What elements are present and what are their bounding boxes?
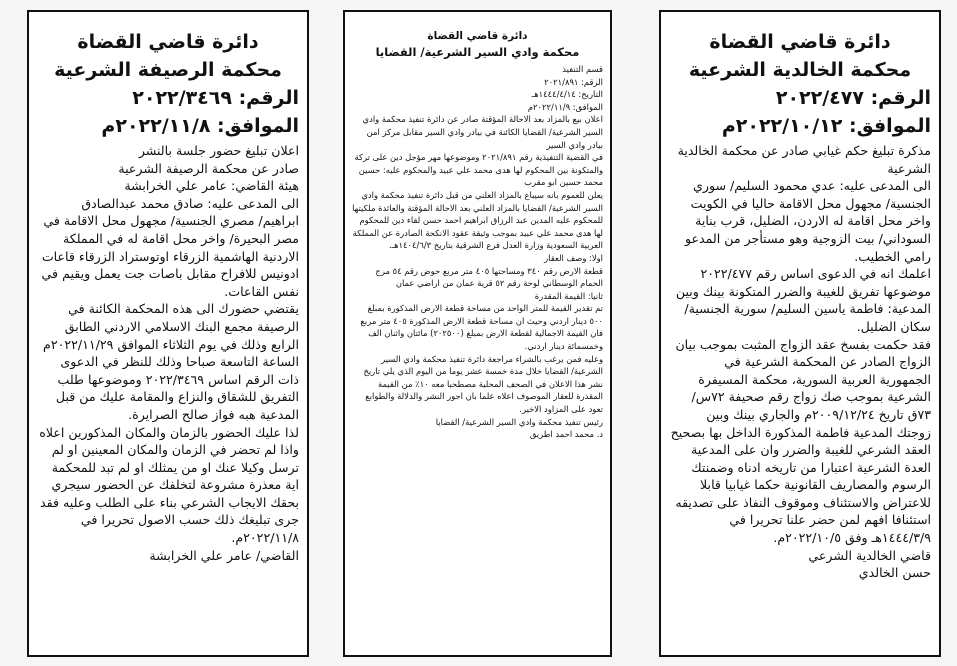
notice-paragraph: لذا عليك الحضور بالزمان والمكان المذكورين اعلاه واذا لم تحضر في الزمان والمكان المعينين او لم ترسل وكيلا عنك او من يمثلك او لم تبد للمحكمة اية معذرة مشروعة لتخلفك عن الحضور سيجري بحقك الايجاب الشرعي بناء على الطلب وعليه فقد جرى تبليغك ذلك حسب الاصول تحريرا في ٢٠٢٢/١١/٨م. (39, 424, 299, 546)
notice-paragraph: مذكرة تبليغ حكم غيابي صادر عن محكمة الخالدية الشرعية (677, 143, 931, 176)
dept-heading: دائرة قاضي القضاة (427, 30, 528, 42)
notice-paragraph: يعلن للعموم بانه سيباع بالمزاد العلني من قبل دائرة تنفيذ محكمة وادي السير الشرعية/ القضايا بالمزاد العلني بعد الاحالة المؤقتة والعائدة ملكيتها للمحكوم عليه المدين عبد الرزاق ابراهيم احمد حسن لقاء دين للمحكوم لها هدى محمد علي عبيد بموجب وثيقة عقود الانكحة الصادرة عن المملكة العربية السعودية وزارة العدل فرع الشرقية بتاريخ ١٤٠٤/٦/٣هـ. (352, 189, 603, 251)
case-number: الرقم: ٢٠٢٢/٣٤٦٩ (132, 87, 299, 109)
signature-role: قاضي الخالدية الشرعي (808, 547, 931, 563)
notice-paragraph: الى المدعى عليه: عدي محمود السليم/ سوري الجنسية/ مجهول محل الاقامة حاليا في الكويت واخر محل اقامة له الاردن، الضليل، قرب بناية السوداني/ بيت الزوجية وهو مستأجر من المدعو رامي الخطيب. (685, 178, 931, 264)
notice-body (29, 140, 307, 547)
rusaifa-notice (27, 10, 309, 657)
notice-paragraph: صادر عن محكمة الرصيفة الشرعية (118, 160, 299, 176)
notice-paragraph: ثانيا: القيمة المقدرة (534, 290, 603, 301)
notice-paragraph: اعلمك انه في الدعوى اساس رقم ٢٠٢٢/٤٧٧ موضوعها تفريق للغيبة والضرر المتكونة بينك وبين المدعية: فاطمة ياسين السليم/ سورية الجنسية/ سكان الضليل. (675, 266, 931, 334)
notice-paragraph: هيئة القاضي: عامر علي الخرابشة (124, 178, 299, 194)
signature-name: حسن الخالدي (858, 565, 931, 581)
notice-paragraph: في القضية التنفيذية رقم ٢٠٢١/٨٩١ وموضوعها مهر مؤجل دين على تركة والمتكونة بين المحكوم لها هدى محمد علي عبيد والمحكوم عليه: حسين محمد حسين ابو مقرب (354, 152, 603, 188)
court-heading: محكمة وادي السير الشرعية/ القضايا (375, 45, 580, 59)
notice-paragraph: قطعة الارض رقم ٣٤٠ ومساحتها ٤٠٥ متر مربع حوض رقم ٥٤ مرج الحمام الوسطاني لوحة رقم ٥٢ قرية عمان من اراضي عمان (375, 265, 603, 289)
khalidiya-notice (659, 10, 941, 657)
case-date: الموافق: ٢٠٢٢/١١/٩م (527, 101, 603, 112)
wadi-alseer-notice (343, 10, 612, 657)
section-label: قسم التنفيذ (562, 64, 603, 74)
notice-paragraph: يقتضي حضورك الى هذه المحكمة الكائنة في الرصيفة مجمع البنك الاسلامي الاردني الطابق الرابع وذلك في يوم الثلاثاء الموافق ٢٠٢٢/١١/٢٩م الساعة التاسعة صباحا وذلك للنظر في الدعوى ذات الرقم اساس ٢٠٢٢/٣٤٦٩ وموضوعها طلب التفريق للشقاق والنزاع والمقامة عليك من قبل المدعية هبه فواز صالح الصرايرة. (43, 301, 299, 422)
notice-paragraph: فقد حكمت بفسخ عقد الزواج المثبت بموجب بيان الزواج الصادر عن المحكمة الشرعية في الجمهورية العربية السورية، محكمة المسيفرة الشرعية بموجب صك زواج رقم صحيفة ٧٢س/٧٣ق تاريخ ٢٠٠٩/١٢/٢٤م والجاري بينك وبين زوجتك المدعية فاطمة المذكورة الداخل بها بصحيح العقد الشرعي للغيبة والضرر وان على المدعية العدة الشرعية اعتبارا من تاريخه ادناه وضمنتك الرسوم والمصاريف القانونية حكما غيابيا قابلا للاعتراض والاستئناف وموقوف النفاذ على تصديقه استئنافا افهم لمن حضر علنا تحريرا في ١٤٤٤/٣/٩هـ وفق ٢٠٢٢/١٠/٥م. (670, 336, 931, 546)
dept-heading: دائرة قاضي القضاة (709, 31, 891, 53)
notice-body (345, 113, 610, 415)
signature-name: د. محمد احمد اطريق (529, 429, 603, 440)
case-date: الموافق: ٢٠٢٢/١٠/١٢م (721, 115, 931, 137)
case-number: الرقم: ٢٠٢٢/٤٧٧ (775, 87, 931, 109)
notice-paragraph: وعليه فمن يرغب بالشراء مراجعة دائرة تنفيذ محكمة وادي السير الشرعية/ القضايا خلال مدة خمسة عشر يوما من اليوم الذي يلي تاريخ نشر هذا الاعلان في الصحف المحلية مصطحبا معه ١٠٪ من القيمة المقدرة للعقار الموصوف اعلاه علما بان اجور النشر والدلالة والطوابع تعود على المزاود الاخير. (363, 353, 603, 415)
court-heading: محكمة الرصيفة الشرعية (54, 59, 282, 81)
court-heading: محكمة الخالدية الشرعية (688, 59, 912, 81)
dept-heading: دائرة قاضي القضاة (77, 31, 259, 53)
notice-body (661, 140, 939, 547)
notice-paragraph: اعلان بيع بالمزاد بعد الاحالة المؤقتة صادر عن دائرة تنفيذ محكمة وادي السير الشرعية/ القضايا الكائنة في بيادر وادي السير مقابل مركز امن بيادر وادي السير (362, 114, 603, 150)
case-number: الرقم: ٢٠٢١/٨٩١ (544, 76, 603, 87)
case-date: الموافق: ٢٠٢٢/١١/٨م (101, 115, 299, 137)
signature-role: رئيس تنفيذ محكمة وادي السير الشرعية/ القضايا (435, 416, 603, 427)
notice-paragraph: تم تقدير القيمة للمتر الواحد من مساحة قطعة الارض المذكورة بمبلغ ٥٠٠ دينار اردني وحيث ان مساحة قطعة الارض المذكورة ٤٠٥ متر مربع فان القيمة الاجمالية لقطعة الارض بمبلغ (٢٠٢٥٠٠) مائتان واثنان الف وخمسمائة دينار اردني. (360, 303, 603, 352)
notice-paragraph: اعلان تبليغ حضور جلسة بالنشر (138, 143, 299, 158)
notice-paragraph: الى المدعى عليه: صادق محمد عبدالصادق ابراهيم/ مصري الجنسية/ مجهول محل الاقامة في مصر البحيرة/ واخر محل اقامة له في المملكة الاردنية الهاشمية الزرقاء اوتوستراد الزرقاء قاعات ادونيس للافراح مقابل باصات جت يعمل ويقيم في نفس القاعات. (41, 195, 299, 299)
notice-paragraph: اولا: وصف العقار (544, 252, 603, 263)
signature: القاضي/ عامر علي الخرابشة (149, 547, 299, 563)
hijri-date: التاريخ: ١٤٤٤/٤/١٤هـ (531, 89, 603, 100)
